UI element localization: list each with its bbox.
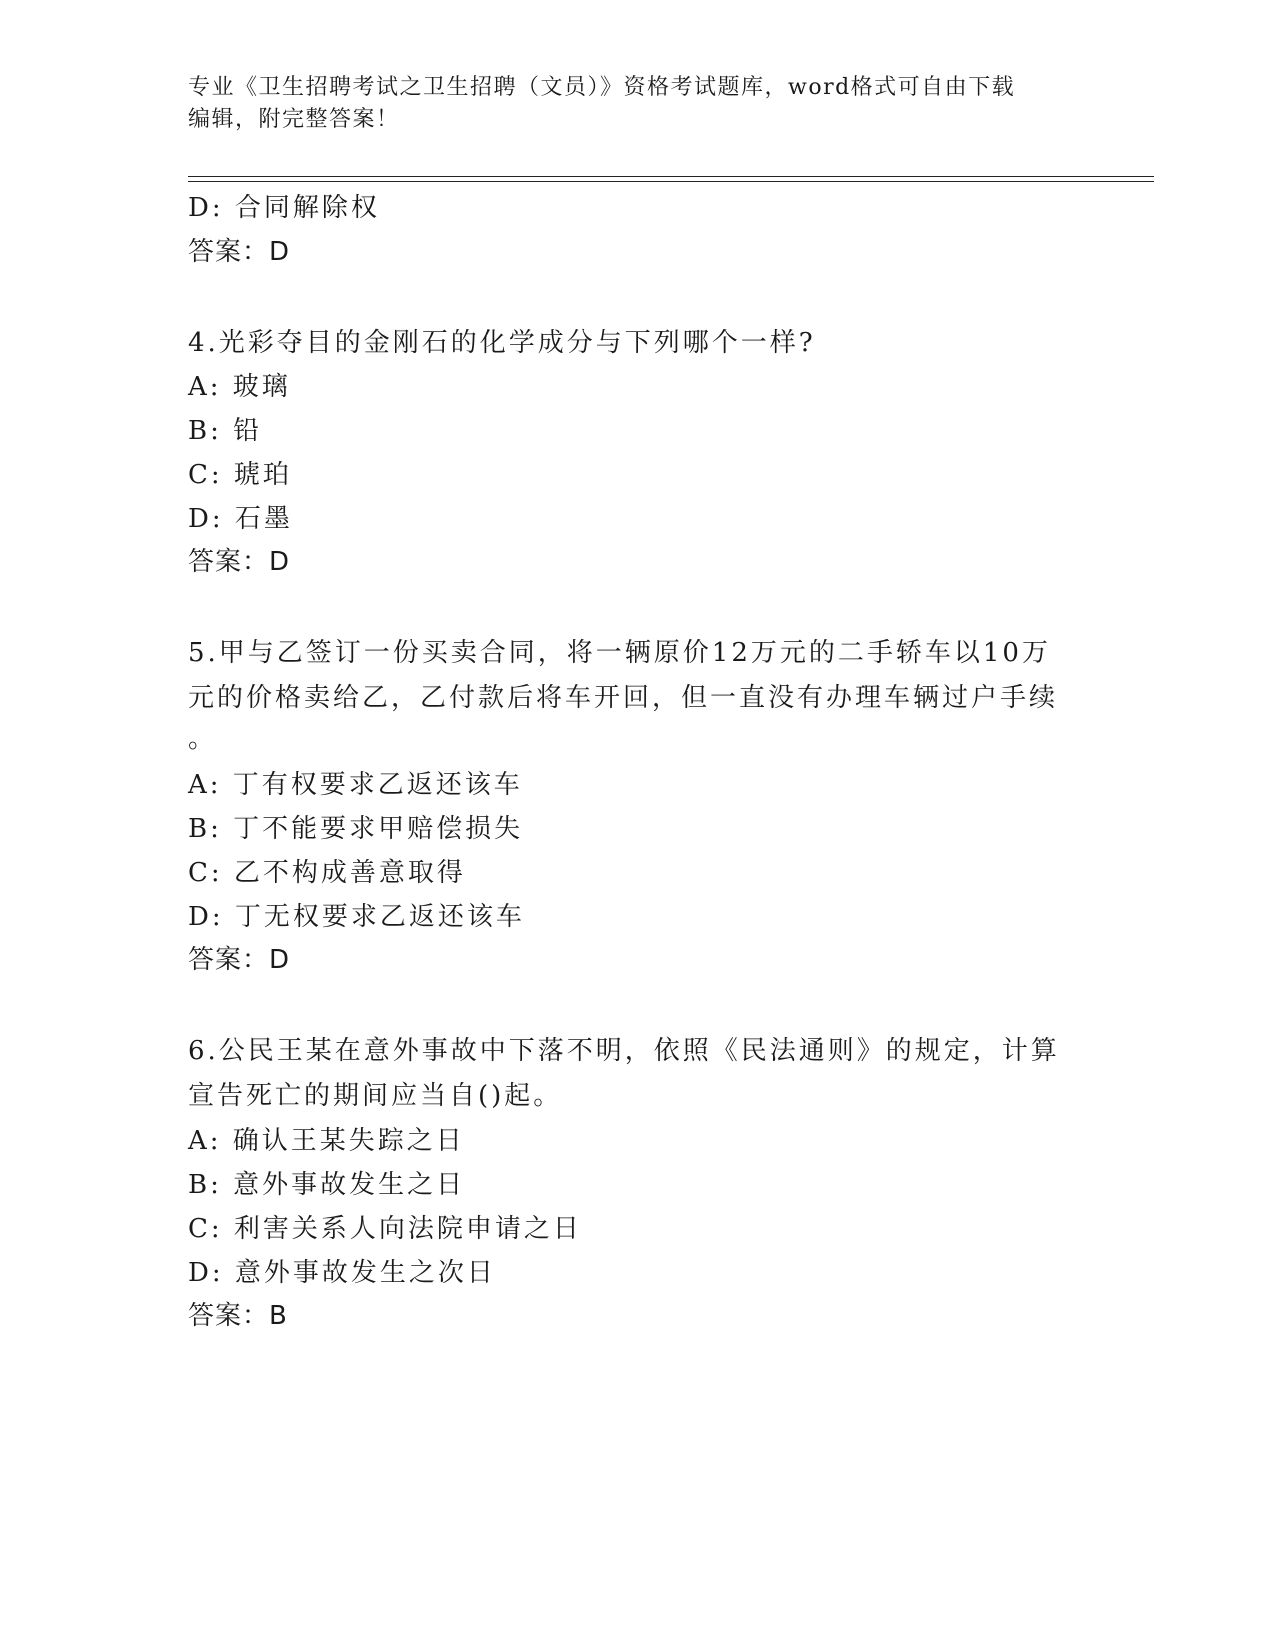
q3-option-d: D: 合同解除权 <box>188 193 380 223</box>
q6-option-b: B: 意外事故发生之日 <box>188 1170 466 1200</box>
q6-option-d: D: 意外事故发生之次日 <box>188 1258 496 1288</box>
q4-answer: 答案：D <box>188 547 291 577</box>
q5-stem-line-3: 。 <box>188 724 218 754</box>
q6-stem-line-2: 宣告死亡的期间应当自()起。 <box>188 1081 563 1111</box>
document-header <box>188 72 1078 136</box>
q5-option-a: A: 丁有权要求乙返还该车 <box>188 770 523 800</box>
q5-stem-line-1: 5.甲与乙签订一份买卖合同，将一辆原价12万元的二手轿车以10万 <box>188 638 1051 668</box>
q6-stem-line-1: 6.公民王某在意外事故中下落不明，依照《民法通则》的规定，计算 <box>188 1036 1060 1066</box>
q5-option-d: D: 丁无权要求乙返还该车 <box>188 902 525 932</box>
q4-option-c: C: 琥珀 <box>188 460 292 490</box>
q6-option-a: A: 确认王某失踪之日 <box>188 1126 465 1156</box>
q4-option-a: A: 玻璃 <box>188 372 291 402</box>
q4-stem: 4.光彩夺目的金刚石的化学成分与下列哪个一样? <box>188 328 816 358</box>
header-line-2: 编辑，附完整答案！ <box>188 107 400 132</box>
q4-option-b: B: 铅 <box>188 416 263 446</box>
header-line-1: 专业《卫生招聘考试之卫生招聘（文员）》资格考试题库，word格式可自由下载 <box>188 75 1016 100</box>
q5-answer: 答案：D <box>188 945 291 975</box>
q6-option-c: C: 利害关系人向法院申请之日 <box>188 1214 582 1244</box>
q5-option-b: B: 丁不能要求甲赔偿损失 <box>188 814 524 844</box>
header-divider-top <box>188 176 1154 177</box>
q4-option-d: D: 石墨 <box>188 504 293 534</box>
q3-answer: 答案：D <box>188 237 291 267</box>
header-divider-bottom <box>188 181 1154 182</box>
q5-stem-line-2: 元的价格卖给乙，乙付款后将车开回，但一直没有办理车辆过户手续 <box>188 683 1059 713</box>
q6-answer: 答案：B <box>188 1301 288 1331</box>
q5-option-c: C: 乙不构成善意取得 <box>188 858 466 888</box>
